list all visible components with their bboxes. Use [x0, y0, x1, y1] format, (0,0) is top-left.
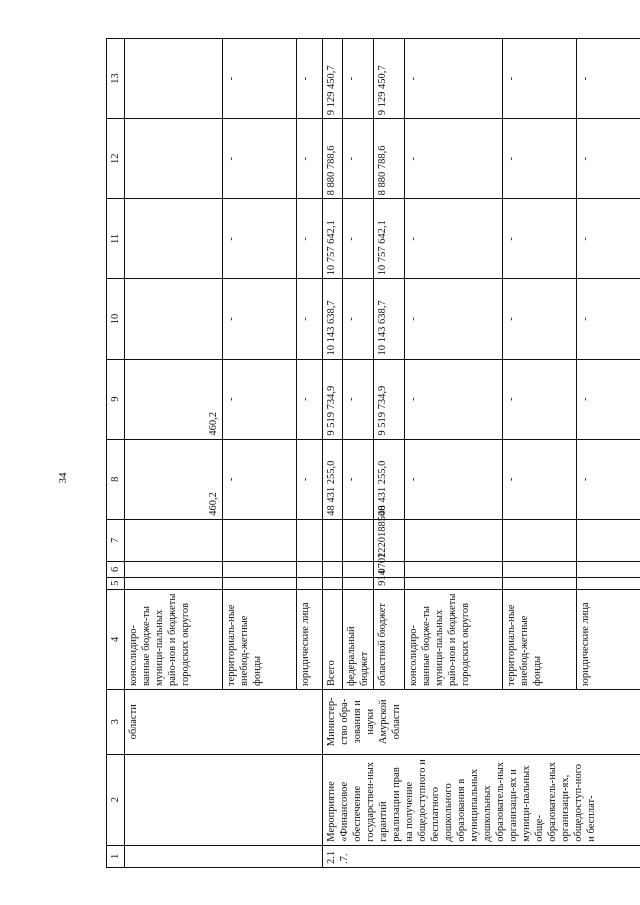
value-cell-10: - [405, 279, 503, 359]
col-header-6: 6 [107, 562, 125, 578]
value-cell-13: - [577, 39, 640, 119]
value-cell-11: - [297, 199, 323, 279]
value-cell-13: - [223, 39, 297, 119]
col-header-2: 2 [107, 754, 125, 845]
value-cell-10: - [343, 279, 374, 359]
value-cell-10: - [223, 279, 297, 359]
value-cell-12: - [503, 119, 577, 199]
value-cell-9: 9 519 734,9 [323, 359, 343, 439]
value-cell-8: 48 431 255,0 [323, 439, 343, 519]
value-cell-8: - [405, 439, 503, 519]
page-number: 34 [57, 472, 69, 484]
value-cell-9: - [405, 359, 503, 439]
value-cell-12: - [405, 119, 503, 199]
prev-name-cell [125, 754, 323, 845]
value-cell-13: - [343, 39, 374, 119]
value-cell-9: - [223, 359, 297, 439]
prev-executor-cell: области [125, 689, 323, 754]
value-cell-11: - [223, 199, 297, 279]
value-cell-13: - [405, 39, 503, 119]
value-cell-11: - [577, 199, 640, 279]
value-cell-12 [125, 119, 223, 199]
activity-number: 2.1.7. [323, 845, 640, 867]
value-cell-8: - [343, 439, 374, 519]
value-cell-12: 8 880 788,6 [323, 119, 343, 199]
activity-executor: Министер-ство обра-зования и науки Амурской области [323, 689, 640, 754]
prev-number-cell [125, 845, 323, 867]
col-header-8: 8 [107, 439, 125, 519]
col-header-11: 11 [107, 199, 125, 279]
col-header-7: 7 [107, 519, 125, 561]
source-cell: территориаль-ные внебюд-жетные фонды [503, 589, 577, 689]
col-header-5: 5 [107, 577, 125, 589]
budget-code-csr: 1220188500 [374, 519, 405, 561]
value-cell-11: 10 757 642,1 [323, 199, 343, 279]
value-cell-13 [125, 39, 223, 119]
source-cell: юридические лица [297, 589, 323, 689]
value-cell-9: - [343, 359, 374, 439]
value-cell-8: 48 431 255,0 [374, 439, 405, 519]
value-cell-11 [125, 199, 223, 279]
col-header-13: 13 [107, 39, 125, 119]
budget-code-rzpr: 0702 [374, 562, 405, 578]
source-cell: Всего [323, 589, 343, 689]
col-header-9: 9 [107, 359, 125, 439]
value-cell-12: - [577, 119, 640, 199]
table-row [125, 39, 223, 868]
budget-code-grbs: 914 [374, 577, 405, 589]
source-cell: консолидиро-ванные бюдже-ты муници-пальных райо-нов и бюджеты городских округов [125, 589, 223, 689]
value-cell-9: - [297, 359, 323, 439]
source-cell: юридические лица [577, 589, 640, 689]
value-cell-11: - [503, 199, 577, 279]
source-cell: территориаль-ные внебюд-жетные фонды [223, 589, 297, 689]
col-header-10: 10 [107, 279, 125, 359]
budget-table [106, 38, 640, 868]
value-cell-11: 10 757 642,1 [374, 199, 405, 279]
value-cell-13: 9 129 450,7 [374, 39, 405, 119]
value-cell-10: 10 143 638,7 [374, 279, 405, 359]
value-cell-11: - [405, 199, 503, 279]
value-cell-10: - [297, 279, 323, 359]
value-cell-9: - [577, 359, 640, 439]
header-row [107, 39, 125, 868]
col-header-4: 4 [107, 589, 125, 689]
value-cell-9: - [503, 359, 577, 439]
value-cell-10 [125, 279, 223, 359]
value-cell-8: - [577, 439, 640, 519]
col-header-12: 12 [107, 119, 125, 199]
value-cell-8: - [297, 439, 323, 519]
value-cell-10: - [577, 279, 640, 359]
value-cell-12: 8 880 788,6 [374, 119, 405, 199]
value-cell-8: - [223, 439, 297, 519]
col-header-3: 3 [107, 689, 125, 754]
value-cell-13: 9 129 450,7 [323, 39, 343, 119]
value-cell-13: - [503, 39, 577, 119]
table-row [323, 39, 343, 868]
col-header-1: 1 [107, 845, 125, 867]
activity-name: Мероприятие «Финансовое обеспечение государствен-ных гарантий реализации прав на получение общедоступного и бесплатного дошкольного образования в муниципальных дошкольных образователь-ных организаци-ях и муници-пальных обще-образователь-ных организаци-ях, общедоступ-ного и бесплат- [323, 754, 640, 845]
source-cell: консолидиро-ванные бюдже-ты муници-пальных райо-нов и бюджеты городских округов [405, 589, 503, 689]
value-cell-11: - [343, 199, 374, 279]
value-cell-10: 10 143 638,7 [323, 279, 343, 359]
source-cell: областной бюджет [374, 589, 405, 689]
value-cell-8: - [503, 439, 577, 519]
value-cell-12: - [297, 119, 323, 199]
value-cell-13: - [297, 39, 323, 119]
value-cell-9: 460,2 [125, 359, 223, 439]
value-cell-10: - [503, 279, 577, 359]
source-cell: федеральный бюджет [343, 589, 374, 689]
budget-table-rotated [106, 38, 624, 868]
value-cell-8: 460,2 [125, 439, 223, 519]
value-cell-12: - [223, 119, 297, 199]
value-cell-12: - [343, 119, 374, 199]
value-cell-9: 9 519 734,9 [374, 359, 405, 439]
